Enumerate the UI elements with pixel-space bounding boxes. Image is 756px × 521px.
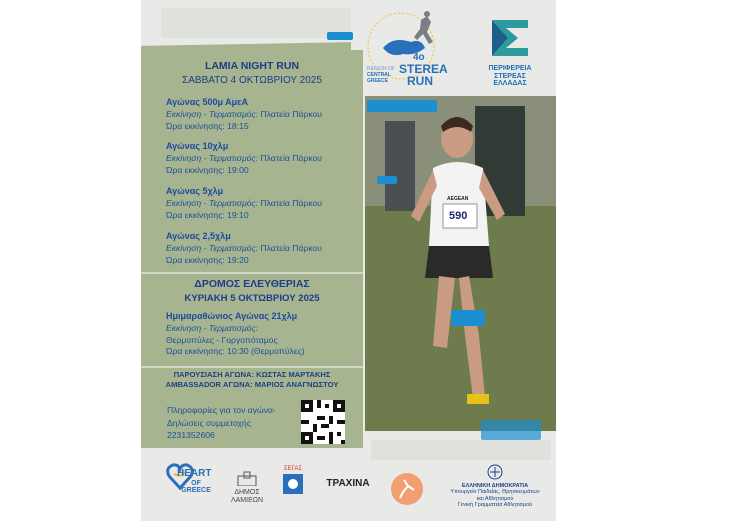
start-label: Εκκίνηση - Τερματισμός: <box>166 152 259 163</box>
blue-brush-stroke <box>451 310 485 326</box>
runner-illustration-icon <box>365 96 556 431</box>
sponsor-logos <box>141 458 556 521</box>
start-time: 19:20 <box>227 254 249 265</box>
info-line-1: Πληροφορίες για τον αγώνα- <box>167 405 276 415</box>
region-sterea-ellada-logo <box>471 18 549 90</box>
info-panel <box>141 50 363 448</box>
start-time: 19:10 <box>227 209 249 220</box>
dimos-lamieon-logo <box>227 470 267 505</box>
start-place: Πλατεία Πάρκου <box>260 242 322 253</box>
heart-subtitle: OF GREECE <box>181 480 211 494</box>
ministry-line-4: Γενική Γραμματεία Αθλητισμού <box>457 502 533 508</box>
heart-title: HEART <box>177 468 212 479</box>
start-label: Εκκίνηση - Τερματισμός: <box>166 108 259 119</box>
texture-top <box>161 8 351 38</box>
info-phone[interactable]: 2231352606 <box>167 430 215 440</box>
time-label: Ώρα εκκίνησης: <box>166 346 225 357</box>
time-label: Ώρα εκκίνησης: <box>166 164 225 175</box>
race-5km <box>166 186 366 221</box>
runner-photo <box>365 96 556 431</box>
greek-emblem-icon <box>487 464 503 480</box>
route: Θερμοπύλες - Γοργοπόταμος <box>166 334 278 345</box>
region-line-1: REGION OF <box>367 66 396 72</box>
start-label: Εκκίνηση - Τερματισμός: <box>166 242 259 253</box>
dimos-line-1: ΔΗΜΟΣ <box>234 489 260 496</box>
blue-brush-stroke <box>481 420 541 440</box>
start-time: 18:15 <box>227 120 249 131</box>
credits <box>141 370 363 390</box>
sterea-run-logo <box>363 8 459 90</box>
start-time: 19:00 <box>227 164 249 175</box>
ministry-line-3: και Αθλητισμού <box>476 495 514 502</box>
segas-emblem-icon <box>281 472 305 496</box>
region-line-2: CENTRAL <box>367 72 391 78</box>
night-run-title: LAMIA NIGHT RUN <box>204 60 300 72</box>
start-label: Εκκίνηση - Τερματισμός: <box>166 197 259 208</box>
section-divider <box>141 366 363 368</box>
freedom-road-date: ΚΥΡΙΑΚΗ 5 ΟΚΤΩΒΡΙΟΥ 2025 <box>184 293 320 304</box>
region-name-line-2: ΣΤΕΡΕΑΣ <box>494 72 526 80</box>
blue-brush-stroke <box>327 32 353 40</box>
runner-shirt-text: AEGEAN <box>447 196 469 202</box>
race-name: Αγώνας 500μ ΑμεΑ <box>166 97 248 107</box>
region-name-line-1: ΠΕΡΙΦΕΡΕΙΑ <box>488 65 532 72</box>
header-logos <box>363 8 553 90</box>
time-label: Ώρα εκκίνησης: <box>166 254 225 265</box>
sigma-logo-icon <box>488 18 532 58</box>
ministry-line-1: ΕΛΛΗΝΙΚΗ ΔΗΜΟΚΡΑΤΙΑ <box>461 482 529 489</box>
info-line-2: Δηλώσεις συμμετοχής <box>167 417 251 428</box>
qr-code-icon <box>301 400 345 444</box>
club-logo <box>389 472 425 511</box>
time-label: Ώρα εκκίνησης: <box>166 120 225 131</box>
run-word: RUN <box>407 74 433 88</box>
start-place: Πλατεία Πάρκου <box>260 152 322 163</box>
edition-badge: 4ο <box>413 52 425 63</box>
race-500m <box>166 97 366 132</box>
castle-icon <box>236 470 258 486</box>
ambassador: AMBASSADOR ΑΓΩΝΑ: ΜΑΡΙΟΣ ΑΝΑΓΝΩΣΤΟΥ <box>165 380 339 389</box>
event-poster <box>141 0 556 521</box>
registration-info <box>167 404 297 442</box>
race-2-5km <box>166 231 366 266</box>
blue-brush-stroke <box>367 100 437 112</box>
trachina-logo <box>317 478 379 489</box>
section-divider <box>141 272 363 274</box>
heart-of-greece-logo <box>145 462 215 495</box>
race-name: Αγώνας 5χλμ <box>166 186 224 196</box>
region-line-3: GREECE <box>367 78 389 84</box>
race-10km <box>166 141 366 176</box>
region-of-central-greece <box>367 66 395 84</box>
trachina-title: ΤΡΑΧΙΝΑ <box>326 478 370 489</box>
region-name-line-3: ΕΛΛΑΔΑΣ <box>493 80 527 87</box>
race-half-marathon <box>166 311 366 358</box>
runner-bib-number: 590 <box>449 210 468 222</box>
race-name: Αγώνας 10χλμ <box>166 141 229 151</box>
segas-title: ΣΕΓΑΣ <box>283 466 303 472</box>
sterea-word: STEREA <box>399 62 448 76</box>
race-name: Ημιμαραθώνιος Αγώνας 21χλμ <box>166 311 298 321</box>
segas-logo <box>277 466 309 498</box>
night-run-date: ΣΑΒΒΑΤΟ 4 ΟΚΤΩΒΡΙΟΥ 2025 <box>182 75 322 86</box>
region-name <box>471 65 549 88</box>
ministry-logo <box>437 464 553 509</box>
runner-circle-icon <box>390 472 424 506</box>
texture-bottom <box>371 440 551 460</box>
blue-brush-stroke <box>377 176 397 184</box>
ministry-line-2: Υπουργείο Παιδείας, Θρησκευμάτων <box>450 489 540 495</box>
race-name: Αγώνας 2,5χλμ <box>166 231 231 241</box>
start-place: Πλατεία Πάρκου <box>260 197 322 208</box>
presenter: ΠΑΡΟΥΣΙΑΣΗ ΑΓΩΝΑ: ΚΩΣΤΑΣ ΜΑΡΤΑΚΗΣ <box>173 370 331 379</box>
start-time: 10:30 (Θερμοπύλες) <box>227 346 305 357</box>
freedom-road-title: ΔΡΟΜΟΣ ΕΛΕΥΘΕΡΙΑΣ <box>194 278 310 290</box>
dimos-line-2: ΛΑΜΙΕΩΝ <box>230 497 264 504</box>
start-label: Εκκίνηση - Τερματισμός: <box>166 322 259 333</box>
registration-qr-code[interactable] <box>301 400 345 444</box>
time-label: Ώρα εκκίνησης: <box>166 209 225 220</box>
start-place: Πλατεία Πάρκου <box>260 108 322 119</box>
